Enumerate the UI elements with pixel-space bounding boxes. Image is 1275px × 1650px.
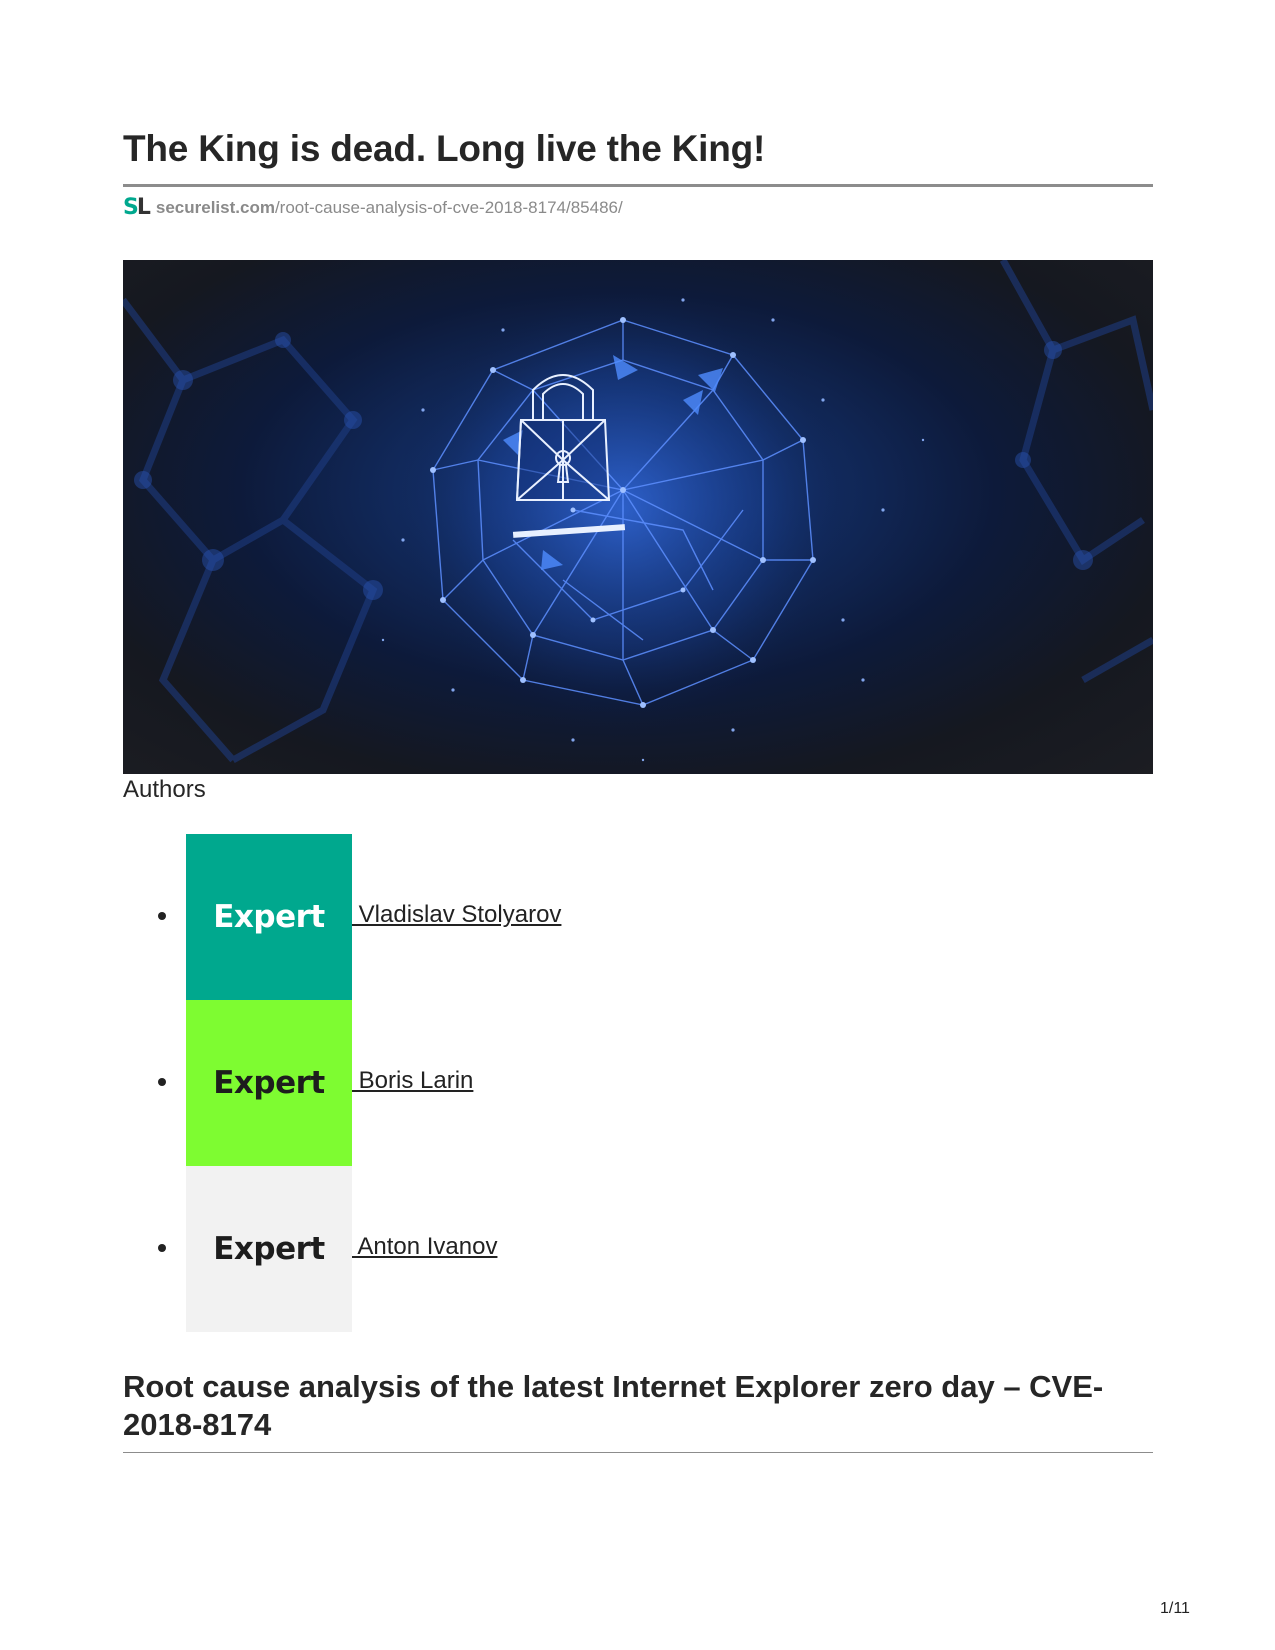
bullet bbox=[158, 1078, 166, 1086]
source-url[interactable] bbox=[156, 198, 623, 218]
author-link-vladislav-stolyarov[interactable]: Vladislav Stolyarov bbox=[352, 901, 562, 928]
securelist-logo bbox=[123, 196, 149, 220]
title-divider bbox=[123, 184, 1153, 187]
authors-label: Authors bbox=[123, 776, 206, 803]
expert-badge[interactable]: Expert bbox=[186, 834, 352, 1000]
bullet bbox=[158, 912, 166, 920]
expert-badge[interactable]: Expert bbox=[186, 1000, 352, 1166]
author-link-anton-ivanov[interactable]: Anton Ivanov bbox=[352, 1233, 498, 1260]
list-item bbox=[123, 1166, 723, 1332]
page-number: 1/11 bbox=[1160, 1600, 1190, 1617]
hero-image bbox=[123, 260, 1153, 774]
list-item bbox=[123, 1000, 723, 1166]
heading-divider bbox=[123, 1452, 1153, 1453]
list-item bbox=[123, 834, 723, 1000]
author-link-boris-larin[interactable]: Boris Larin bbox=[352, 1067, 474, 1094]
source-url-domain: securelist.com bbox=[155, 198, 275, 217]
author-list bbox=[123, 834, 723, 1332]
logo-letter-l: L bbox=[136, 195, 149, 220]
expert-badge[interactable]: Expert bbox=[186, 1166, 352, 1332]
padlock-network-icon bbox=[123, 260, 1153, 774]
logo-letter-s: S bbox=[123, 195, 137, 220]
page-title: The King is dead. Long live the King! bbox=[123, 128, 766, 169]
source-url-path: /root-cause-analysis-of-cve-2018-8174/85486/ bbox=[274, 198, 623, 217]
article-heading: Root cause analysis of the latest Internet Explorer zero day – CVE-2018-8174 bbox=[123, 1369, 1104, 1442]
source-line bbox=[123, 196, 623, 220]
bullet bbox=[158, 1244, 166, 1252]
